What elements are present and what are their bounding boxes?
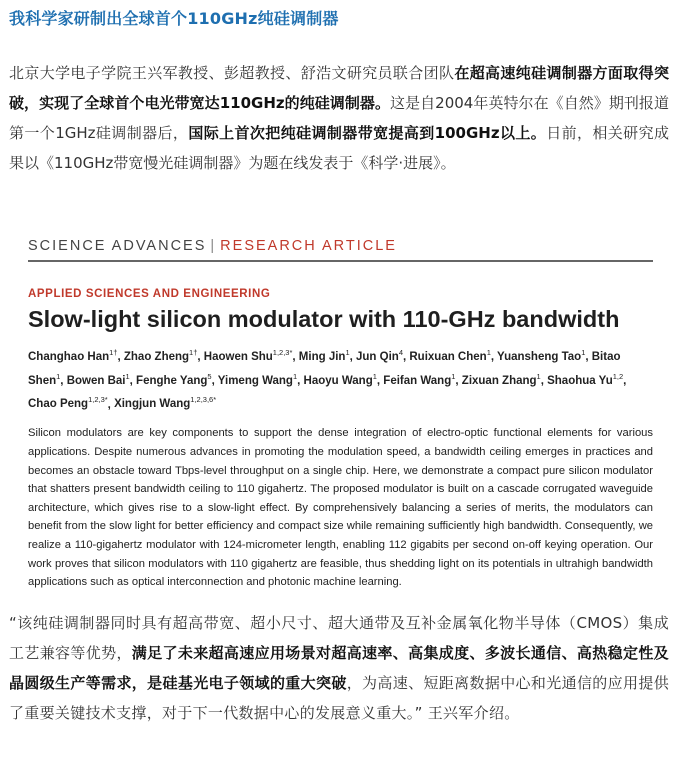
author-affiliation: 1,2,3* (88, 395, 108, 405)
intro-text-2: 这是自2004年英特尔在《自然》期刊报道第一个1GHz硅调制器后， (9, 94, 669, 142)
author-name: Yuansheng Tao (497, 350, 582, 363)
author-name: Bowen Bai (66, 374, 126, 387)
quote-text-2: ，为高速、短距离数据中心和光通信的应用提供了重要关键技术支撑，对于下一代数据中心的发展意义重大。” 王兴军介绍。 (9, 674, 669, 722)
author-name: Fenghe Yang (136, 374, 208, 387)
author-list: Changhao Han$^{1\dagger}$, Zhao Zheng$^{1\dagger}$, Haowen Shu$^{1,2,3*}$, Ming Jin$^1$, Jun Qin$^4$, Ruixuan Chen$^1$, Yuansheng Tao$^1$, Bitao Shen$^1$, Bowen Bai$^1$, Fenghe Yang$^5$, Yimeng Wang$^1$, Haoyu Wang$^1$, Feifan Wang$^1$, Zixuan Zhang$^1$, Shaohua Yu$^{1,2}$, Chao Peng$^{1,2,3*}$, Xingjun Wang$^{1,2,3,6*}$ (28, 348, 627, 411)
author-name: Bitao Shen (28, 350, 621, 387)
journal-rule (28, 260, 653, 262)
author-entry (383, 371, 456, 387)
author-name: Zixuan Zhang (461, 374, 537, 387)
author-name: Zhao Zheng (123, 350, 190, 363)
author-name: Yimeng Wang (217, 374, 293, 387)
author-entry (28, 395, 108, 411)
paper-screenshot-figure (28, 238, 653, 592)
author-name: Ruixuan Chen (409, 350, 487, 363)
paper-abstract: Silicon modulators are key components to support the dense integration of electro-optic functional elements for various applications. Despite numerous advances in promoting the modulation speed, a bandwidth ceiling emerges in practices and becomes an obstacle toward Tbps-level throughput on a single chip. Here, we demonstrate a compact pure silicon modulator that shatters present bandwidth ceiling to 110 gigahertz. The proposed modulator is built on a cascade corrugated waveguide architecture, which gives rise to a slow-light effect. By comprehensively balancing a series of merits, the modulators can benefit from the slow light for better efficiency and compact size while remaining sufficiently high bandwidth. Consequently, we realize a 110-gigahertz modulator with 124-micrometer length, enabling 112 gigabits per second on-off keying operation. Our work proves that silicon modulators with 110 gigahertz are feasible, thus shedding light on its potentials in ultrahigh bandwidth applications such as optical interconnection and photonic machine learning. (28, 427, 653, 589)
intro-paragraph (9, 58, 669, 178)
author-name: Changhao Han (28, 350, 110, 363)
journal-name: SCIENCE ADVANCES (28, 238, 207, 254)
author-entry (547, 371, 624, 387)
intro-bold-2: 国际上首次把纯硅调制器带宽提高到100GHz以上。 (188, 124, 547, 142)
author-affiliation: 1 (56, 371, 61, 381)
journal-header (28, 238, 653, 254)
author-affiliation: 1,2,3* (272, 348, 293, 357)
author-entry (114, 395, 217, 411)
author-entry (203, 348, 293, 363)
author-name: Ming Jin (298, 350, 346, 363)
author-entry (66, 371, 130, 387)
author-affiliation: 1 (292, 371, 298, 381)
author-entry (217, 371, 298, 387)
quote-text-1: “该纯硅调制器同时具有超高带宽、超小尺寸、超大通带及互补金属氧化物半导体（CMOS）集成工艺兼容等优势， (9, 614, 669, 662)
author-affiliation: 1 (536, 371, 541, 381)
intro-text-3: 日前，相关研究成果以《110GHz带宽慢光硅调制器》为题在线发表于《科学·进展》。 (9, 124, 669, 172)
author-entry (461, 371, 541, 387)
author-name: Xingjun Wang (114, 398, 191, 411)
author-entry (28, 348, 118, 363)
author-affiliation: 5 (207, 371, 212, 381)
author-name: Shaohua Yu (547, 374, 613, 387)
author-entry (298, 348, 350, 363)
author-affiliation: 1† (189, 348, 198, 357)
quote-paragraph (9, 608, 669, 728)
author-name: Haowen Shu (203, 350, 273, 363)
author-entry (497, 348, 586, 363)
author-affiliation: 1† (109, 348, 118, 357)
author-entry (136, 371, 212, 387)
author-entry (409, 348, 491, 363)
author-name: Jun Qin (356, 350, 399, 363)
article-type: RESEARCH ARTICLE (220, 238, 397, 254)
author-affiliation: 1,2,3,6* (190, 395, 217, 405)
intro-text-1: 北京大学电子学院王兴军教授、彭超教授、舒浩文研究员联合团队 (9, 64, 455, 82)
author-affiliation: 1 (451, 371, 456, 381)
journal-separator: | (210, 238, 217, 254)
author-affiliation: 1 (486, 348, 491, 357)
subject-field: APPLIED SCIENCES AND ENGINEERING (28, 288, 271, 300)
author-entry (123, 348, 198, 363)
author-affiliation: 1 (372, 371, 377, 381)
intro-bold-1: 在超高速纯硅调制器方面取得突破，实现了全球首个电光带宽达110GHz的纯硅调制器。 (9, 64, 669, 112)
author-entry (356, 348, 403, 363)
author-affiliation: 1 (125, 371, 130, 381)
article-headline: 我科学家研制出全球首个110GHz纯硅调制器 (9, 9, 339, 28)
author-entry (303, 371, 377, 387)
quote-bold-1: 满足了未来超高速应用场景对超高速率、高集成度、多波长通信、高热稳定性及晶圆级生产等需求，是硅基光电子领域的重大突破 (9, 644, 669, 692)
author-name: Chao Peng (28, 398, 89, 411)
author-affiliation: 1 (581, 348, 586, 357)
author-name: Haoyu Wang (303, 374, 373, 387)
author-affiliation: 1,2 (612, 371, 624, 381)
author-affiliation: 4 (398, 348, 403, 357)
author-affiliation: 1 (345, 348, 350, 357)
author-name: Feifan Wang (383, 374, 452, 387)
paper-title: Slow-light silicon modulator with 110-GHz bandwidth (28, 306, 620, 332)
